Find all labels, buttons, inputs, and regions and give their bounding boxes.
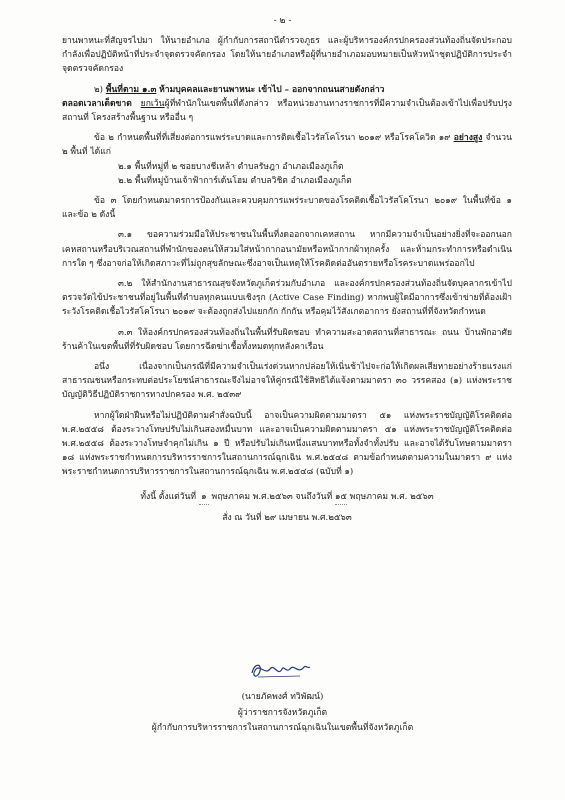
clause-2-paragraph: [62, 131, 512, 159]
clause-2-item: ๒.๒ พื้นที่หมู่บ้านเจ้าฟ้าการ์เด้นโฮม ตำบลวิชิต อำเภอเมืองภูเก็ต: [118, 175, 352, 186]
item-2-number: ๒): [94, 84, 104, 95]
effective-end-day: ๑๕: [335, 490, 347, 505]
page-number: - ๒ -: [273, 16, 292, 26]
effective-suffix: พฤษภาคม พ.ศ. ๒๕๖๓: [349, 491, 434, 502]
clause-2-lead: ข้อ ๒ กำหนดพื้นที่ที่เสี่ยงต่อการแพร่ระบาดและการติดเชื้อไวรัสโคโรนา ๒๐๑๙ หรือโรคโควิด ๑๙: [94, 133, 451, 144]
item-2-rest: ผู้ที่พำนักในเขตพื้นที่ดังกล่าว หรือหน่วยงานทางราชการที่มีความจำเป็นต้องเข้าไปเพื่อปรับปรุงสถานที่ โครงสร้างพื้นฐาน หรืออื่น ๆ: [62, 98, 513, 124]
continued-paragraph: ยานพาหนะที่สัญจรไปมา ให้นายอำเภอ ผู้กำกับการสถานีตำรวจภูธร และผู้บริหารองค์กรปกครองส่วนท้องถิ่นจัดประกอบกำลังเพื่อปฏิบัติหน้าที่ประจำจุดตรวจคัดกรอง โดยให้นายอำเภอหรือผู้ที่นายอำเภอมอบหมายเป็นหัวหน้าชุดปฏิบัติการประจำจุดตรวจคัดกรอง: [62, 36, 512, 75]
item-2-area: พื้นที่ตาม ๑.๓: [105, 84, 157, 95]
measure-paragraph: ๓.๑ ขอความร่วมมือให้ประชาชนในพื้นที่งดออกจากเคหสถาน หากมีความจำเป็นอย่างยิ่งที่จะออกนอกเคหสถานหรือบริเวณสถานที่พำนักของตนให้สวมใส่หน้ากากอนามัยหรือหน้ากากผ้าทุกครั้ง และห้ามกระทำการหรือดำเนินการใด ๆ ซึ่งอาจก่อให้เกิดสภาวะที่ไม่ถูกสุขลักษณะซึ่งอาจเป็นเหตุให้โรคติดต่ออันตรายหรือโรคระบาดแพร่ออกไป: [62, 230, 512, 269]
clause-2-emphasis: อย่างสูง: [453, 133, 483, 144]
measure-paragraph: ๓.๓ ให้องค์กรปกครองส่วนท้องถิ่นในพื้นที่รับผิดชอบ ทำความสะอาดสถานที่สาธารณะ ถนน บ้านพักอาศัย ร้านค้าในเขตพื้นที่ที่รับผิดชอบ โดยการฉีดฆ่าเชื้อทั้งหมดทุกหลังคาเรือน: [62, 327, 512, 352]
signer-role: ผู้กำกับการบริหารราชการในสถานการณ์ฉุกเฉินในเขตพื้นที่จังหวัดภูเก็ต: [151, 723, 414, 733]
signature-image: [248, 657, 312, 683]
item-2-strict-text: ตลอดเวลาเด็ดขาด: [62, 98, 132, 109]
clause-2-tail: จำนวน ๒ พื้นที่ ได้แก่: [62, 133, 512, 158]
signer-title: ผู้ว่าราชการจังหวัดภูเก็ต: [237, 708, 328, 718]
effective-mid: พฤษภาคม พ.ศ.๒๕๖๓ จนถึงวันที่: [211, 491, 333, 502]
clause-3-paragraph: ข้อ ๓ โดยกำหนดมาตรการป้องกันและควบคุมการแพร่ระบาดของโรคติดเชื้อไวรัสโคโรนา ๒๐๑๙ ในพื้นที่ข้อ ๑ และข้อ ๒ ดังนี้: [62, 196, 512, 221]
effective-prefix: ทั้งนี้ ตั้งแต่วันที่: [140, 491, 197, 502]
effective-start-day: ๑: [199, 490, 209, 505]
penalty-paragraph: หากผู้ใดฝ่าฝืนหรือไม่ปฏิบัติตามคำสั่งฉบับนี้ อาจเป็นความผิดตามมาตรา ๕๑ แห่งพระราชบัญญัติโรคติดต่อ พ.ศ.๒๕๕๘ ต้องระวางโทษปรับไม่เกินสองหมื่นบาท และอาจเป็นความผิดตามมาตรา ๕๑ แห่งพระราชบัญญัติโรคติดต่อ พ.ศ.๒๕๕๘ ต้องระวางโทษจำคุกไม่เกิน ๑ ปี หรือปรับไม่เกินหนึ่งแสนบาทหรือทั้งจำทั้งปรับ และอาจได้รับโทษตามมาตรา ๑๘ แห่งพระราชกำหนดการบริหารราชการในสถานการณ์ฉุกเฉิน พ.ศ.๒๕๔๘ ตามข้อกำหนดตามความในมาตรา ๙ แห่งพระราชกำหนดการบริหารราชการในสถานการณ์ฉุกเฉิน พ.ศ.๒๕๔๘ (ฉบับที่ ๑): [62, 410, 512, 478]
item-2-heading: ห้ามบุคคลและยานพาหนะ เข้าไป – ออกจากถนนสายดังกล่าว: [159, 84, 385, 95]
document-body: [62, 34, 512, 525]
clause-2-item: ๒.๑ พื้นที่หมู่ที่ ๒ ซอยบางชีเหล้า ตำบลรัษฎา อำเภอเมืองภูเก็ต: [118, 161, 344, 172]
effective-date-line: [62, 490, 512, 505]
signer-name: (นายภัคพงศ์ ทวิพัฒน์): [241, 692, 324, 702]
order-date-line: สั่ง ณ วันที่ ๒๙ เมษายน พ.ศ.๒๕๖๓: [222, 512, 352, 523]
item-2-paragraph: [62, 83, 512, 126]
urgent-paragraph: อนึ่ง เนื่องจากเป็นกรณีที่มีความจำเป็นเร่งด่วนหากปล่อยให้เนิ่นช้าไปจะก่อให้เกิดผลเสียหายอย่างร้ายแรงแก่สาธารณชนหรือกระทบต่อประโยชน์สาธารณะจึงไม่อาจให้คู่กรณีใช้สิทธิได้แจ้งตามมาตรา ๓๐ วรรคสอง (๑) แห่งพระราชบัญญัติวิธีปฏิบัติราชการทางปกครอง พ.ศ. ๒๕๓๙: [62, 362, 512, 401]
item-2-except: ยกเว้น: [140, 98, 165, 109]
measure-paragraph: ๓.๒ ให้สำนักงานสาธารณสุขจังหวัดภูเก็ตร่วมกับอำเภอ และองค์กรปกครองส่วนท้องถิ่นจัดบุคลากรเข้าไปตรวจวัดไข้ประชาชนที่อยู่ในพื้นที่ตำบลทุกคนแบบเชิงรุก (Active Case Finding) หากพบผู้ใดมีอาการซึ่งเข้าข่ายที่ต้องเฝ้าระวังโรคติดเชื้อไวรัสโคโรนา ๒๐๑๙ จะต้องถูกส่งไปแยกกัก กักกัน หรือคุมไว้สังเกตอาการ ยังสถานที่ที่จังหวัดกำหนด: [62, 279, 512, 318]
